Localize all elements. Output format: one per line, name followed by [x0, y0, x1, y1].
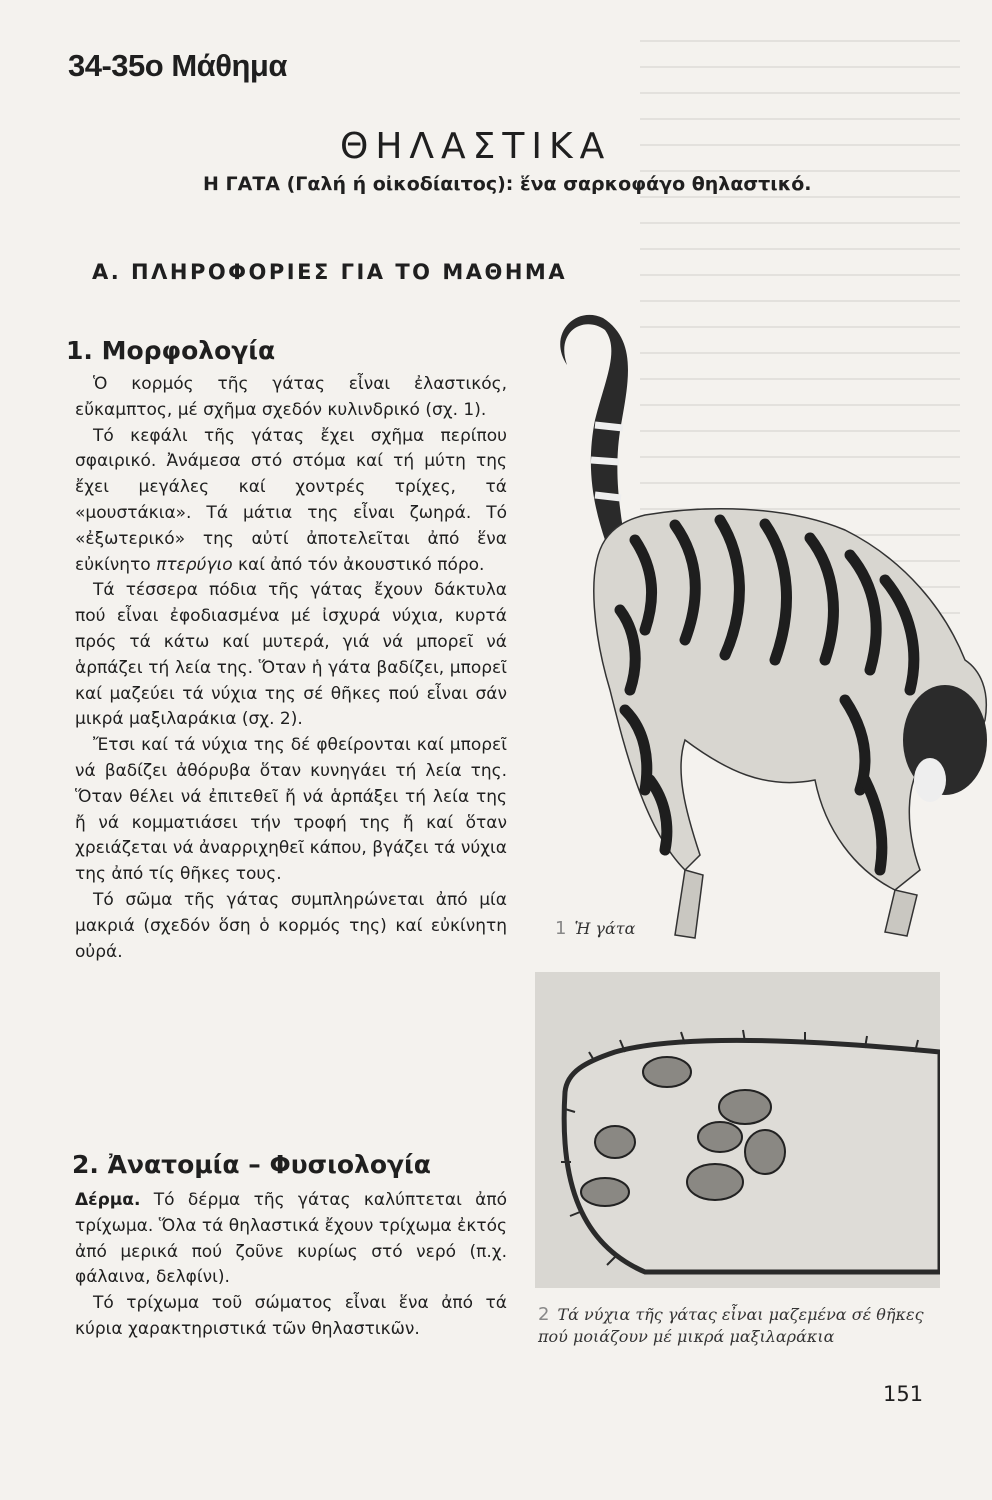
paragraph	[75, 578, 507, 733]
paragraph	[75, 733, 507, 888]
emphasis-term: πτερύγιο	[156, 554, 233, 575]
figure2-caption	[538, 1304, 938, 1348]
figure1-caption	[555, 918, 635, 940]
paragraph-text: Ὁ κορμός τῆς γάτας εἶναι ἐλαστικός, εὔκαμπτος, μέ σχῆμα σχεδόν κυλινδρικό (σχ. 1).	[75, 374, 507, 420]
morphology-text	[75, 372, 507, 965]
paragraph-text: Τό κεφάλι τῆς γάτας ἔχει σχῆμα περίπου σφαιρικό. Ἀνάμεσα στό στόμα καί τή μύτη της ἔχει μεγάλες καί χοντρές τρίχες, τά «μουστάκια». Τά μάτια της εἶναι ζωηρά. Τό «ἐξωτερικό» της αὐτί ἀποτελεῖται ἀπό ἕνα εὐκίνητο	[75, 425, 507, 575]
paragraph	[75, 1291, 507, 1343]
lesson-label: 34-35ο Μάθημα	[68, 48, 287, 83]
page-number: 151	[883, 1382, 924, 1406]
paragraph	[75, 372, 507, 424]
paragraph-text: Τό σῶμα τῆς γάτας συμπληρώνεται ἀπό μία μακριά (σχεδόν ὅση ὁ κορμός της) καί εὐκίνητη οὐρά.	[75, 889, 507, 962]
section-heading: Α. ΠΛΗΡΟΦΟΡΙΕΣ ΓΙΑ ΤΟ ΜΑΘΗΜΑ	[92, 260, 568, 284]
anatomy-text	[75, 1188, 507, 1343]
chapter-title: ΘΗΛΑΣΤΙΚΑ	[340, 126, 612, 167]
paw-illustration	[535, 972, 940, 1288]
chapter-subtitle: Η ΓΑΤΑ (Γαλή ή οἰκοδίαιτος): ἕνα σαρκοφάγο θηλαστικό.	[203, 173, 812, 195]
paragraph	[75, 1188, 507, 1291]
paragraph	[75, 888, 507, 965]
morphology-heading: 1. Μορφολογία	[66, 336, 276, 365]
caption-text: Τά νύχια τῆς γάτας εἶναι μαζεμένα σέ θῆκες πού μοιάζουν μέ μικρά μαξιλαράκια	[538, 1305, 924, 1346]
figure-number: 2	[538, 1304, 550, 1325]
paragraph-text: Τά τέσσερα πόδια τῆς γάτας ἔχουν δάκτυλα πού εἶναι ἐφοδιασμένα μέ ἰσχυρά νύχια, κυρτά πρός τά κάτω καί μυτερά, γιά νά μπορεῖ νά ἁρπάζει τή λεία της. Ὅταν ἡ γάτα βαδίζει, μπορεῖ καί μαζεύει τά νύχια της σέ θῆκες πού εἶναι σάν μικρά μαξιλαράκια (σχ. 2).	[75, 580, 507, 730]
paragraph-text: Ἔτσι καί τά νύχια της δέ φθείρονται καί μπορεῖ νά βαδίζει ἀθόρυβα ὅταν κυνηγάει τή λεία της. Ὅταν θέλει νά ἐπιτεθεῖ ἤ νά ἁρπάξει τή λεία της ἤ νά κομματιάσει τήν τροφή της ἤ καί ὅταν χρειάζεται νά ἀναρριχηθεῖ κάπου, βγάζει τά νύχια της ἀπό τίς θῆκες τους.	[75, 735, 507, 885]
paragraph	[75, 424, 507, 579]
anatomy-heading: 2. Ἀνατομία – Φυσιολογία	[72, 1150, 431, 1179]
caption-text: Ἡ γάτα	[574, 919, 636, 938]
paragraph-text: καί ἀπό τόν ἀκουστικό πόρο.	[238, 554, 485, 575]
paragraph-text: Τό τρίχωμα τοῦ σώματος εἶναι ἕνα ἀπό τά κύρια χαρακτηριστικά τῶν θηλαστικῶν.	[75, 1293, 507, 1339]
paragraph-text: Τό δέρμα τῆς γάτας καλύπτεται ἀπό τρίχωμα. Ὅλα τά θηλαστικά ἔχουν τρίχωμα ἐκτός ἀπό μερικά πού ζοῦνε κυρίως στό νερό (π.χ. φάλαινα, δελφίνι).	[75, 1190, 508, 1288]
term-bold: Δέρμα.	[75, 1190, 141, 1210]
cat-illustration	[525, 310, 990, 940]
figure-number: 1	[555, 918, 567, 939]
